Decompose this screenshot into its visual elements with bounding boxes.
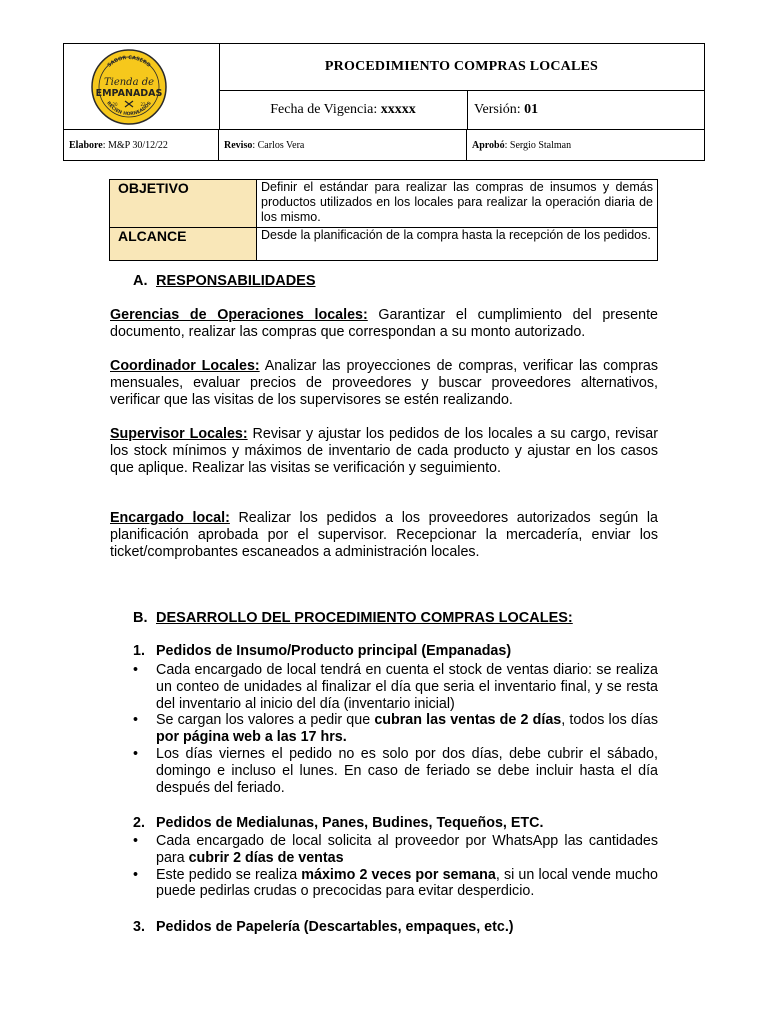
list-item xyxy=(133,712,658,746)
section-a-heading xyxy=(133,273,316,289)
list-item xyxy=(133,662,658,712)
bullet-text: , si un local vende mucho puede pedirlas crudas o precocidas para evitar desperdicio. xyxy=(156,866,658,900)
bullet-text: , todos los días xyxy=(561,712,658,729)
document-title: PROCEDIMIENTO COMPRAS LOCALES xyxy=(219,44,704,91)
bullet-bold: por página web a las 17 hrs. xyxy=(156,729,347,746)
resp-gerencias xyxy=(110,307,658,341)
sub3-heading xyxy=(133,919,514,935)
bullet-text: Este pedido se realiza xyxy=(156,866,302,883)
resp-text: Realizar los pedidos a los proveedores autorizados según la planificación aprobada por el supervisor. Recepcionar la mercadería, enviar los ticket/comprobantes escaneados a administración locales. xyxy=(110,510,658,560)
reviso-value: : Carlos Vera xyxy=(252,139,305,151)
sub1-num: 1. xyxy=(133,643,145,659)
objetivo-label: OBJETIVO xyxy=(110,180,257,228)
section-a-title: RESPONSABILIDADES xyxy=(156,273,316,289)
alcance-label: ALCANCE xyxy=(110,228,257,261)
vigencia-row xyxy=(219,90,704,129)
version-value: 01 xyxy=(524,101,539,117)
resp-supervisor xyxy=(110,426,658,476)
bullet-text: Cada encargado de local tendrá en cuenta el stock de ventas diario: se realiza un conteo de unidades al finalizar el día que seria el inventario final, y se resta del inventario al inicio del día (inventario inicial) xyxy=(156,662,658,712)
aprobo-cell xyxy=(467,130,704,160)
elabore-cell xyxy=(64,130,219,160)
vigencia-cell xyxy=(219,90,468,129)
objetivo-text: Definir el estándar para realizar las compras de insumos y demás productos utilizados en los locales para realizar la operación diaria de los mismo. xyxy=(257,180,658,228)
aprobo-value: : Sergio Stalman xyxy=(504,139,572,151)
list-item xyxy=(133,746,658,796)
objetivo-row xyxy=(110,180,658,228)
resp-label: Supervisor Locales: xyxy=(110,426,248,442)
aprobo-label: Aprobó xyxy=(472,139,505,151)
bullet-text: Se cargan los valores a pedir que xyxy=(156,712,375,729)
resp-text: Analizar las proyecciones de compras, verificar las compras mensuales, evaluar precios de proveedores y buscar proveedores alternativos, verificar que las visitas de los supervisores se estén realizando. xyxy=(110,358,658,408)
vigencia-label: Fecha de Vigencia: xyxy=(270,101,378,117)
resp-label: Encargado local: xyxy=(110,510,230,526)
alcance-text: Desde la planificación de la compra hasta la recepción de los pedidos. xyxy=(257,228,658,261)
sub3-num: 3. xyxy=(133,919,145,935)
bullet-bold: máximo 2 veces por semana xyxy=(301,866,496,883)
version-label: Versión: xyxy=(474,101,521,117)
sub2-heading xyxy=(133,815,543,831)
logo-bottom-text: RECIEN HORNEADOS xyxy=(105,101,153,118)
objective-table xyxy=(109,179,658,261)
section-b-title: DESARROLLO DEL PROCEDIMIENTO COMPRAS LOCALES: xyxy=(156,610,573,626)
signature-row xyxy=(64,129,704,160)
list-item xyxy=(133,833,658,867)
resp-label: Gerencias de Operaciones locales: xyxy=(110,307,368,323)
tienda-de-empanadas-logo xyxy=(91,49,167,125)
elabore-value: : M&P 30/12/22 xyxy=(102,139,168,151)
reviso-cell xyxy=(219,130,467,160)
alcance-row xyxy=(110,228,658,261)
bullet-bold: cubran las ventas de 2 días xyxy=(374,712,562,729)
sub1-title: Pedidos de Insumo/Producto principal (Empanadas) xyxy=(156,643,512,659)
logo-year-left: 20 xyxy=(112,102,118,107)
version-cell xyxy=(468,90,704,129)
section-b-heading xyxy=(133,610,573,626)
resp-text: Revisar y ajustar los pedidos de los locales a su cargo, revisar los stock mínimos y máximos de inventario de cada producto y ajustar en los casos que aplique. Realizar las visitas se verificación y seguimiento. xyxy=(110,426,658,476)
resp-coordinador xyxy=(110,358,658,408)
section-b-letter: B. xyxy=(133,610,148,626)
reviso-label: Reviso xyxy=(224,139,253,151)
bullet-text: Los días viernes el pedido no es solo por dos días, debe cubrir el sábado, domingo e incluso el lunes. En caso de feriado se debe incluir hasta el día después del feriado. xyxy=(156,745,658,796)
logo-line1: Tienda de xyxy=(103,77,155,88)
bullet-text: Cada encargado de local solicita al proveedor por WhatsApp las cantidades para xyxy=(156,833,658,866)
logo-line2: EMPANADAS xyxy=(95,88,163,99)
resp-label: Coordinador Locales: xyxy=(110,358,260,374)
logo-year-right: 22 xyxy=(140,102,146,107)
elabore-label: Elabore xyxy=(69,139,103,151)
list-item xyxy=(133,867,658,901)
sub3-title: Pedidos de Papelería (Descartables, empaques, etc.) xyxy=(156,919,514,935)
bullet-bold: cubrir 2 días de ventas xyxy=(188,849,344,866)
logo-cell xyxy=(64,44,220,129)
vigencia-value: xxxxx xyxy=(380,101,416,117)
sub2-title: Pedidos de Medialunas, Panes, Budines, Tequeños, ETC. xyxy=(156,815,544,831)
resp-encargado xyxy=(110,510,658,560)
logo-top-text: SABOR CASERO xyxy=(106,54,152,69)
sub1-bullets xyxy=(133,662,658,796)
resp-text: Garantizar el cumplimiento del presente documento, realizar las compras que correspondan a su monto autorizado. xyxy=(110,307,658,340)
sub2-bullets xyxy=(133,833,658,900)
document-header-table xyxy=(63,43,705,161)
sub2-num: 2. xyxy=(133,815,145,831)
sub1-heading xyxy=(133,643,511,659)
section-a-letter: A. xyxy=(133,273,148,289)
